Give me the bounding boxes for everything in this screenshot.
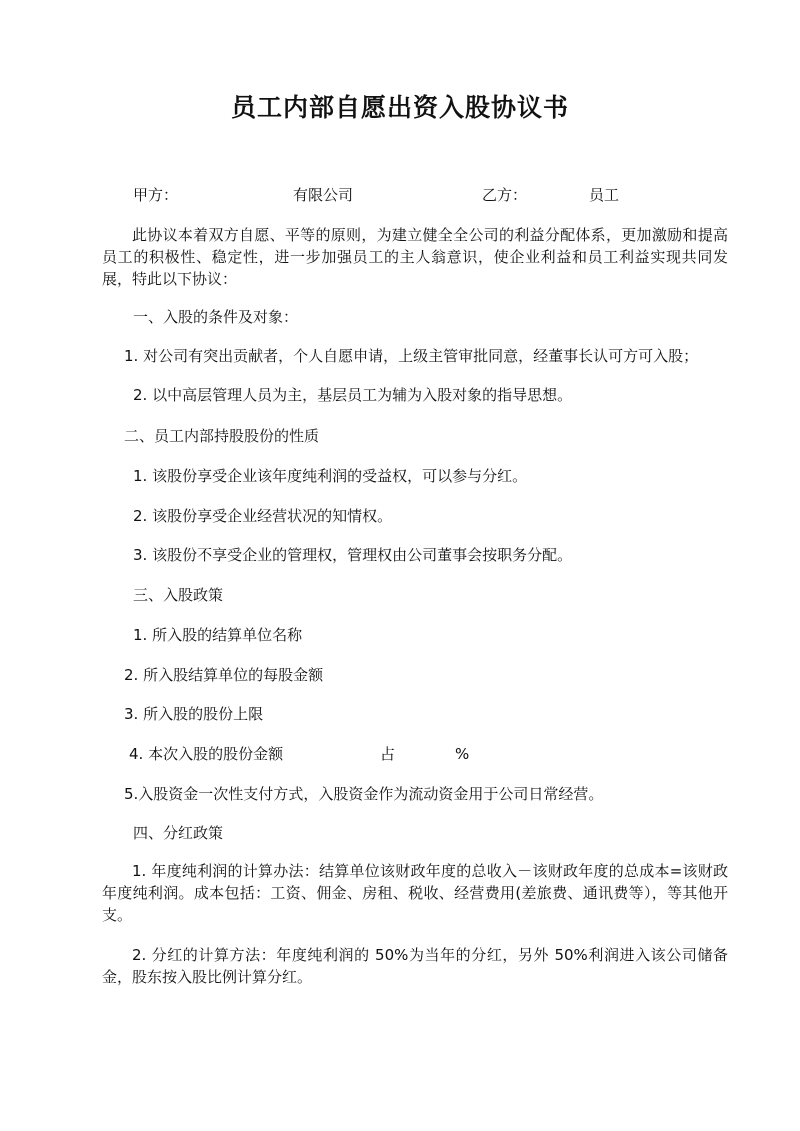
- document-title: 员工内部自愿出资入股协议书: [230, 93, 569, 122]
- section-1-item-2: 2. 以中高层管理人员为主，基层员工为辅为入股对象的指导思想。: [133, 386, 573, 404]
- section-2-item-1: 1. 该股份享受企业该年度纯利润的受益权，可以参与分红。: [133, 467, 528, 485]
- section-2-item-2: 2. 该股份享受企业经营状况的知情权。: [133, 507, 393, 525]
- intro-paragraph: 此协议本着双方自愿、平等的原则，为建立健全全公司的利益分配体系，更加激励和提高员工的积极性、稳定性，进一步加强员工的主人翁意识，使企业利益和员工利益实现共同发展，特此以下协议：: [102, 226, 728, 288]
- section-2-heading: 二、员工内部持股股份的性质: [124, 427, 320, 445]
- section-3-item-3: 3. 所入股的股份上限: [124, 705, 264, 723]
- section-3-item-2: 2. 所入股结算单位的每股金额: [124, 666, 324, 684]
- section-4-item-1: 1. 年度纯利润的计算办法：结算单位该财政年度的总收入－该财政年度的总成本=该财政年度纯利润。成本包括：工资、佣金、房租、税收、经营费用(差旅费、通讯费等），等其他开支。: [102, 862, 728, 924]
- party-b-value: 员工: [589, 186, 620, 204]
- section-3-item-4-percent: %: [455, 745, 470, 763]
- party-a-value: 有限公司: [293, 186, 354, 204]
- party-b-label: 乙方：: [482, 186, 528, 204]
- section-3-item-4-mid: 占: [380, 745, 396, 763]
- section-1-heading: 一、入股的条件及对象：: [133, 308, 299, 326]
- section-3-item-1: 1. 所入股的结算单位名称: [133, 626, 303, 644]
- section-2-item-3: 3. 该股份不享受企业的管理权，管理权由公司董事会按职务分配。: [133, 546, 573, 564]
- section-3-item-5: 5.入股资金一次性支付方式，入股资金作为流动资金用于公司日常经营。: [124, 785, 604, 803]
- party-a-label: 甲方：: [133, 186, 179, 204]
- section-3-item-4-label: 4. 本次入股的股份金额: [129, 745, 284, 763]
- section-3-heading: 三、入股政策: [133, 586, 224, 604]
- section-4-heading: 四、分红政策: [133, 824, 224, 842]
- section-4-item-2: 2. 分红的计算方法：年度纯利润的 50%为当年的分红，另外 50%利润进入该公司储备金，股东按入股比例计算分红。: [102, 946, 728, 986]
- section-1-item-1: 1. 对公司有突出贡献者，个人自愿申请，上级主管审批同意，经董事长认可方可入股；: [124, 347, 699, 365]
